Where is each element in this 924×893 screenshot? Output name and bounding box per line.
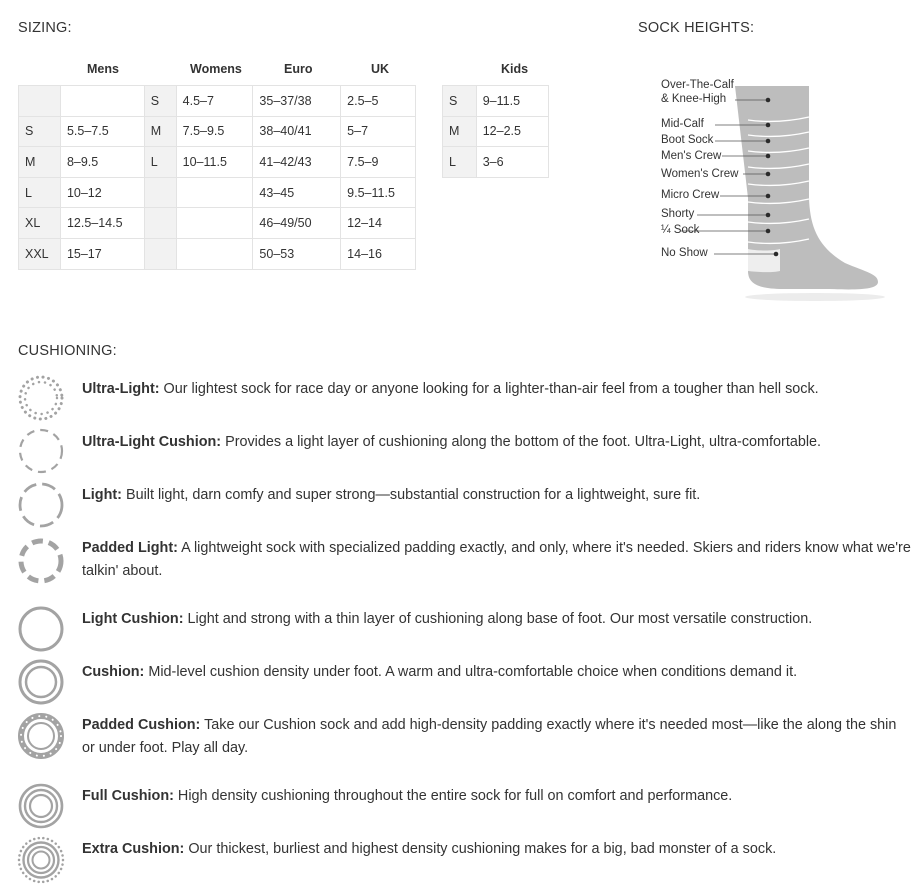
- euro-cell: 35–37/38: [253, 86, 341, 117]
- size-row: [19, 147, 416, 178]
- sock-height-dot: [774, 252, 779, 257]
- cushioning-name: Light Cushion:: [82, 611, 184, 627]
- sock-label-mens-crew: Men's Crew: [661, 150, 722, 162]
- header-mens: Mens: [87, 62, 119, 76]
- cushioning-description: [82, 661, 912, 684]
- thick-dashed-circle-icon: [17, 537, 65, 585]
- cushioning-desc: Take our Cushion sock and add high-density padding exactly where it's needed most—like the along the shin or under foot. Play all day.: [82, 717, 897, 756]
- cushioning-description: [82, 714, 912, 760]
- size-row: [19, 86, 416, 117]
- uk-cell: 5–7: [341, 116, 416, 147]
- cushioning-name: Ultra-Light:: [82, 381, 160, 397]
- uk-cell: 9.5–11.5: [341, 177, 416, 208]
- single-ring-icon: [17, 605, 65, 653]
- dotted-triple-ring-icon: [17, 836, 65, 884]
- womens-size-cell: L: [144, 147, 176, 178]
- uk-cell: 2.5–5: [341, 86, 416, 117]
- sock-shadow: [745, 293, 885, 301]
- header-womens: Womens: [190, 62, 242, 76]
- kids-size-row: [443, 86, 549, 117]
- euro-cell: 43–45: [253, 177, 341, 208]
- womens-size-cell: [144, 208, 176, 239]
- mens-size-cell: [19, 86, 61, 117]
- womens-range-cell: 4.5–7: [176, 86, 253, 117]
- cushioning-name: Padded Cushion:: [82, 717, 201, 733]
- kids-size-row: [443, 116, 549, 147]
- cushioning-name: Extra Cushion:: [82, 841, 185, 857]
- sock-label-boot-sock: Boot Sock: [661, 134, 714, 146]
- mens-size-cell: XL: [19, 208, 61, 239]
- cushioning-desc: Our lightest sock for race day or anyone looking for a lighter-than-air feel from a tougher than hell sock.: [159, 381, 819, 397]
- euro-cell: 41–42/43: [253, 147, 341, 178]
- cushioning-desc: Mid-level cushion density under foot. A warm and ultra-comfortable choice when conditions demand it.: [144, 664, 798, 680]
- womens-range-cell: 7.5–9.5: [176, 116, 253, 147]
- sock-height-dot: [766, 194, 771, 199]
- sock-label-over-the-calf: Over-The-Calf: [661, 79, 734, 91]
- cushioning-description: [82, 608, 912, 631]
- cushioning-description: [82, 484, 912, 507]
- size-row: [19, 177, 416, 208]
- sock-height-dot: [766, 139, 771, 144]
- double-ring-icon: [17, 658, 65, 706]
- kids-size-cell: L: [443, 147, 477, 178]
- womens-range-cell: [176, 177, 253, 208]
- euro-cell: 46–49/50: [253, 208, 341, 239]
- sock-label-no-show: No Show: [661, 247, 708, 259]
- cushioning-name: Light:: [82, 487, 122, 503]
- womens-range-cell: [176, 208, 253, 239]
- size-row: [19, 116, 416, 147]
- mens-range-cell: [60, 86, 144, 117]
- sock-height-dot: [766, 172, 771, 177]
- header-kids: Kids: [501, 62, 529, 76]
- triple-ring-icon: [17, 782, 65, 830]
- cushioning-name: Full Cushion:: [82, 788, 174, 804]
- size-row: [19, 238, 416, 269]
- euro-cell: 50–53: [253, 238, 341, 269]
- kids-range-cell: 12–2.5: [476, 116, 548, 147]
- mens-size-cell: L: [19, 177, 61, 208]
- cushioning-name: Cushion:: [82, 664, 145, 680]
- cushioning-desc: A lightweight sock with specialized padding exactly, and only, where it's needed. Skiers and riders know what we're talkin' about.: [82, 540, 911, 579]
- sock-label-micro-crew: Micro Crew: [661, 189, 720, 201]
- womens-range-cell: [176, 238, 253, 269]
- mens-size-cell: XXL: [19, 238, 61, 269]
- cushioning-desc: Light and strong with a thin layer of cushioning along base of foot. Our most versatile construction.: [183, 611, 813, 627]
- sock-label-quarter-sock: ¼ Sock: [661, 224, 700, 236]
- kids-range-cell: 3–6: [476, 147, 548, 178]
- kids-size-row: [443, 147, 549, 178]
- sock-label-shorty: Shorty: [661, 208, 695, 220]
- long-dashed-circle-icon: [17, 481, 65, 529]
- sock-label-mid-calf: Mid-Calf: [661, 118, 704, 130]
- mens-size-cell: M: [19, 147, 61, 178]
- mens-size-cell: S: [19, 116, 61, 147]
- dotted-circle-icon: [17, 374, 65, 422]
- mens-range-cell: 15–17: [60, 238, 144, 269]
- uk-cell: 12–14: [341, 208, 416, 239]
- adult-size-table: [18, 85, 416, 270]
- padded-ring-icon: [17, 712, 65, 760]
- cushioning-description: [82, 838, 912, 861]
- cushioning-name: Padded Light:: [82, 540, 178, 556]
- header-uk: UK: [371, 62, 390, 76]
- cushioning-title: CUSHIONING:: [18, 343, 117, 359]
- womens-size-cell: [144, 177, 176, 208]
- cushioning-description: [82, 378, 912, 401]
- kids-size-cell: S: [443, 86, 477, 117]
- sock-label-womens-crew: Women's Crew: [661, 168, 739, 180]
- sock-height-dot: [766, 98, 771, 103]
- cushioning-desc: High density cushioning throughout the entire sock for full on comfort and performance.: [173, 788, 733, 804]
- kids-range-cell: 9–11.5: [476, 86, 548, 117]
- euro-cell: 38–40/41: [253, 116, 341, 147]
- dashed-circle-icon: [17, 427, 65, 475]
- cushioning-description: [82, 431, 912, 454]
- mens-range-cell: 8–9.5: [60, 147, 144, 178]
- mens-range-cell: 12.5–14.5: [60, 208, 144, 239]
- cushioning-description: [82, 537, 912, 583]
- mens-range-cell: 5.5–7.5: [60, 116, 144, 147]
- cushioning-desc: Built light, darn comfy and super strong—substantial construction for a lightweight, sure fit.: [121, 487, 701, 503]
- cushioning-description: [82, 785, 912, 808]
- cushioning-name: Ultra-Light Cushion:: [82, 434, 222, 450]
- sock-height-dot: [766, 123, 771, 128]
- kids-size-cell: M: [443, 116, 477, 147]
- sock-heights-title: SOCK HEIGHTS:: [638, 20, 755, 36]
- womens-range-cell: 10–11.5: [176, 147, 253, 178]
- sock-height-dot: [766, 229, 771, 234]
- sock-label-knee-high: & Knee-High: [661, 93, 727, 105]
- cushioning-desc: Provides a light layer of cushioning along the bottom of the foot. Ultra-Light, ultra-comfortable.: [221, 434, 822, 450]
- womens-size-cell: S: [144, 86, 176, 117]
- kids-size-table: [442, 85, 549, 178]
- mens-range-cell: 10–12: [60, 177, 144, 208]
- uk-cell: 7.5–9: [341, 147, 416, 178]
- cushioning-desc: Our thickest, burliest and highest density cushioning makes for a big, bad monster of a sock.: [184, 841, 777, 857]
- sizing-title: SIZING:: [18, 20, 72, 36]
- uk-cell: 14–16: [341, 238, 416, 269]
- size-row: [19, 208, 416, 239]
- womens-size-cell: M: [144, 116, 176, 147]
- sock-height-dot: [766, 154, 771, 159]
- sock-height-dot: [766, 213, 771, 218]
- womens-size-cell: [144, 238, 176, 269]
- header-euro: Euro: [284, 62, 313, 76]
